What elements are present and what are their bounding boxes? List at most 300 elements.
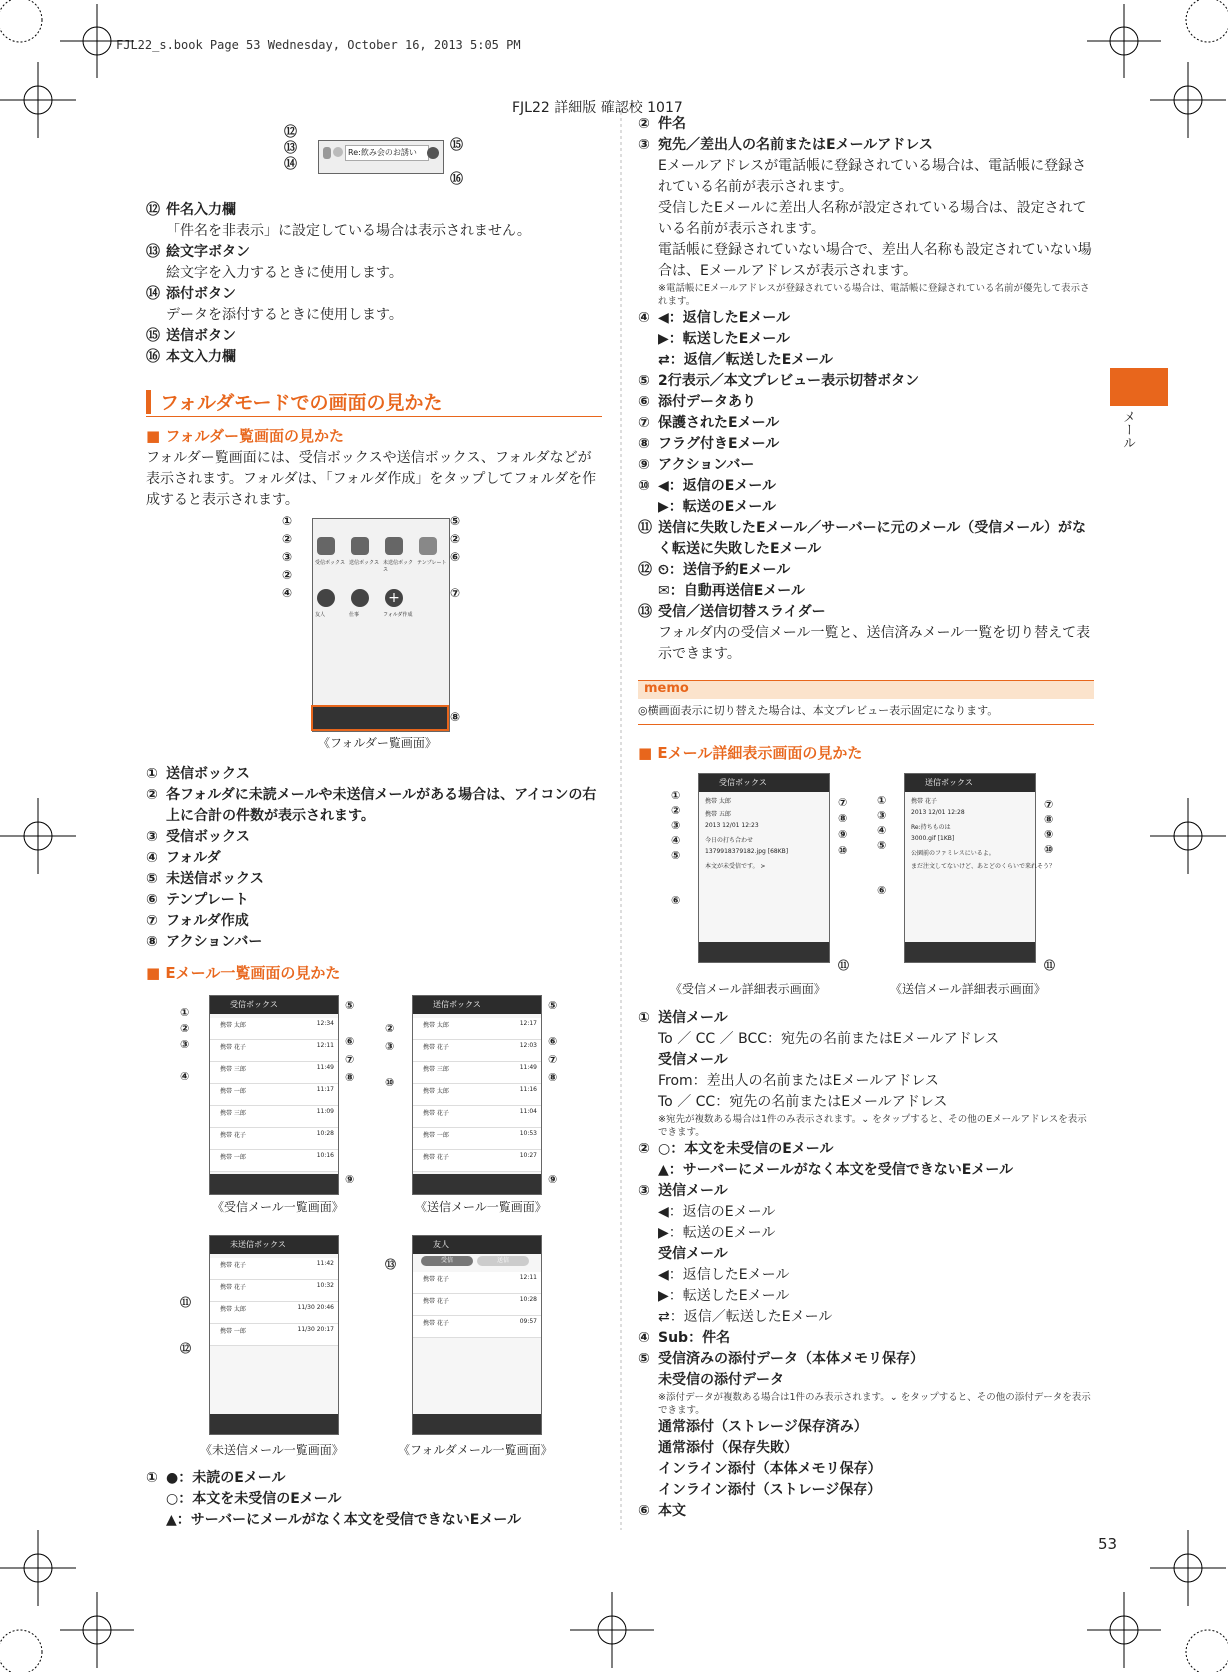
legend-desc: ▶：転送のEメール — [658, 1225, 776, 1241]
screen-title-bar — [210, 1236, 338, 1254]
legend-title-text: Sub：件名 — [658, 1330, 731, 1346]
mail-row[interactable] — [413, 1316, 541, 1338]
mail-row[interactable] — [210, 1324, 338, 1346]
mail-sender: 携帯 一郎 — [220, 1328, 246, 1335]
screen-title-bar — [210, 996, 338, 1014]
mail-time: 12:11 — [316, 1042, 334, 1049]
item-title: 添付ボタン — [166, 286, 236, 302]
legend-title — [638, 1008, 1094, 1029]
detail-line: 携帯 五郎 — [705, 811, 731, 818]
mail-row[interactable] — [210, 1084, 338, 1106]
detail-line: Re:持ちものは — [911, 824, 951, 831]
friend-screenshot — [412, 1235, 542, 1435]
folder-screenshot — [312, 518, 450, 732]
legend-line — [638, 497, 1094, 518]
legend-line — [146, 1489, 602, 1510]
folder-caption: 《フォルダー覧画面》 — [318, 736, 437, 750]
mail-row[interactable] — [210, 1062, 338, 1084]
folder-label: テンプレート — [417, 560, 447, 566]
legend-line — [638, 350, 1094, 371]
item-number: ⑯ — [146, 349, 160, 365]
item-number: ⑫ — [638, 562, 652, 578]
item-text: 各フォルダに未読メールや未送信メールがある場合は、アイコンの右上に合計の件数が表示されます。 — [166, 787, 597, 824]
legend-title-text: 宛先／差出人の名前またはEメールアドレス — [658, 137, 933, 153]
legend-title-text: 本文 — [658, 1503, 686, 1519]
legend-title-text: 送信に失敗したEメール／サーバーに元のメール（受信メール）がなく転送に失敗したEメール — [658, 520, 1087, 557]
legend-desc: ◀：返信のEメール — [658, 1204, 776, 1220]
legend-note: ※添付データが複数ある場合は1件のみ表示されます。⌄ をタップすると、その他の添付データを表示できます。 — [658, 1392, 1091, 1416]
legend-text: ◀：返信のEメール — [658, 478, 777, 494]
attach-icon — [323, 147, 331, 159]
legend-title — [638, 455, 1094, 476]
item-number: ③ — [638, 137, 650, 153]
folder-callouts-right: ⑤ ② ⑥ ⑦ — [450, 514, 461, 600]
item-number: ⑤ — [146, 871, 158, 887]
folder-label: 受信ボックス — [315, 560, 345, 566]
mail-row[interactable] — [210, 1150, 338, 1172]
legend-title-text: フラグ付きEメール — [658, 436, 780, 452]
sent-detail-callouts-right: ⑦ ⑧ ⑨ ⑩ — [1044, 798, 1054, 856]
legend-desc: To ／ CC ／ BCC：宛先の名前またはEメールアドレス — [658, 1031, 1000, 1047]
mail-sender: 携帯 花子 — [423, 1298, 449, 1305]
caption-sent-detail: 《送信メール詳細表示画面》 — [890, 982, 1046, 996]
compose-item-title — [146, 200, 598, 221]
mail-row[interactable] — [413, 1018, 541, 1040]
recv-detail-callout-11: ⑪ — [838, 959, 849, 972]
item-number: ⑪ — [638, 520, 652, 536]
legend-note: ※宛先が複数ある場合は1件のみ表示されます。⌄ をタップすると、その他のEメールアドレスを表示できます。 — [658, 1114, 1087, 1138]
mail-row[interactable] — [210, 1040, 338, 1062]
mail-time: 11:49 — [519, 1064, 537, 1071]
doc-label: FJL22 詳細版 確認校 1017 — [512, 100, 683, 116]
mail-time: 12:34 — [316, 1020, 334, 1027]
screen-title: 送信ボックス — [433, 1000, 481, 1009]
mail-row[interactable] — [210, 1280, 338, 1302]
inbox-screenshot — [209, 995, 339, 1195]
legend-line: 通常添付（保存失敗） — [658, 1440, 798, 1456]
item-number: ⑭ — [146, 286, 160, 302]
legend-text: ▶：転送したEメール — [658, 331, 791, 347]
detail-line: 携帯 太郎 — [705, 798, 731, 805]
folder-desc: フォルダー覧画面には、受信ボックスや送信ボックス、フォルダなどが表示されます。フォルダは、「フォルダ作成」をタップしてフォルダを作成すると表示されます。 — [146, 450, 597, 508]
item-number: ③ — [638, 1183, 650, 1199]
mail-sender: 携帯 太郎 — [220, 1306, 246, 1313]
legend-line: 通常添付（ストレージ保存済み） — [658, 1419, 868, 1435]
folder-item — [146, 785, 602, 827]
legend-title — [638, 602, 1094, 623]
action-bar-highlight — [311, 705, 449, 731]
side-tab — [1110, 368, 1168, 406]
item-number: ⑧ — [146, 934, 158, 950]
item-number: ② — [146, 787, 158, 803]
item-title: 送信ボタン — [166, 328, 236, 344]
action-bar — [413, 1174, 541, 1194]
legend-text: ○：本文を未受信のEメール — [166, 1491, 342, 1507]
legend-line — [638, 329, 1094, 350]
mail-row[interactable] — [413, 1294, 541, 1316]
mail-sender: 携帯 花子 — [423, 1154, 449, 1161]
legend-line — [638, 1139, 1094, 1160]
folder-label: 送信ボックス — [349, 560, 379, 566]
mail-row[interactable] — [413, 1062, 541, 1084]
legend-text: ▲：サーバーにメールがなく本文を受信できないEメール — [658, 1162, 1014, 1178]
legend-title — [638, 1244, 1094, 1265]
mail-row[interactable] — [210, 1018, 338, 1040]
detail-legend — [638, 1008, 1094, 1522]
item-number: ⑧ — [638, 436, 650, 452]
mail-sender: 携帯 花子 — [423, 1044, 449, 1051]
item-number: ① — [146, 1470, 158, 1486]
action-bar — [413, 1414, 541, 1434]
legend-title-text: 送信メール — [658, 1183, 728, 1199]
mail-sender: 携帯 一郎 — [423, 1132, 449, 1139]
legend-title — [638, 1050, 1094, 1071]
legend-text: ◀：返信したEメール — [658, 310, 791, 326]
legend-title-text: 受信メール — [658, 1246, 728, 1262]
legend-title — [638, 434, 1094, 455]
mail-time: 11/30 20:46 — [297, 1304, 334, 1311]
mail-row[interactable] — [413, 1106, 541, 1128]
legend-line — [638, 560, 1094, 581]
file-info: FJL22_s.book Page 53 Wednesday, October 16, 2013 5:05 PM — [116, 38, 521, 52]
item-number: ⑤ — [638, 373, 650, 389]
inbox-folder-icon — [317, 537, 335, 555]
screen-title: 未送信ボックス — [230, 1240, 286, 1249]
callout-16: ⑯ — [450, 172, 464, 187]
legend-desc: From：差出人の名前またはEメールアドレス — [658, 1073, 939, 1089]
memo-text: ◎横画面表示に切り替えた場合は、本文プレビュー表示固定になります。 — [638, 704, 999, 717]
create-folder-icon: + — [385, 589, 403, 607]
legend-desc: ⇄：返信／転送したEメール — [658, 1309, 833, 1325]
mail-time: 10:28 — [316, 1130, 334, 1137]
item-text: 送信ボックス — [166, 766, 250, 782]
mail-time: 11:17 — [316, 1086, 334, 1093]
mail-time: 11:49 — [316, 1064, 334, 1071]
legend-text: 受信済みの添付データ（本体メモリ保存） — [658, 1351, 924, 1367]
folder-tab[interactable]: 送信 — [477, 1256, 529, 1266]
mail-time: 10:28 — [519, 1296, 537, 1303]
legend-desc: ◀：返信したEメール — [658, 1267, 790, 1283]
sent-detail-callout-11: ⑪ — [1044, 959, 1055, 972]
item-text: フォルダ作成 — [166, 913, 249, 929]
memo-bar — [638, 680, 1094, 699]
mail-sender: 携帯 三郎 — [423, 1066, 449, 1073]
item-number: ① — [638, 1010, 650, 1026]
compose-callouts: ⑫ ⑬ ⑭ — [284, 125, 298, 172]
legend-line — [638, 1370, 1094, 1391]
detail-line: 1379918379182.jpg [68KB] — [705, 848, 789, 855]
legend-text: ⇄：返信／転送したEメール — [658, 352, 834, 368]
unread-legend — [146, 1468, 602, 1531]
template-folder-icon — [419, 537, 437, 555]
emoji-icon — [333, 147, 343, 157]
mail-sender: 携帯 花子 — [423, 1320, 449, 1327]
legend-line — [146, 1510, 602, 1531]
section-title: フォルダモードでの画面の見かた — [160, 392, 443, 414]
legend-line — [638, 308, 1094, 329]
folder-label: 友人 — [315, 612, 326, 618]
compose-item-desc: データを添付するときに使用します。 — [166, 307, 403, 323]
detail-line: 今日の打ち合わせ — [705, 837, 754, 844]
legend-desc: 受信したEメールに差出人名称が設定されている場合は、設定されている名前が表示されます。 — [658, 200, 1087, 237]
side-tab-label: メール — [1120, 410, 1135, 449]
item-number: ① — [146, 766, 158, 782]
folder-item — [146, 869, 602, 890]
legend-title-text: 受信／送信切替スライダー — [658, 604, 826, 620]
legend-text: ⏲：送信予約Eメール — [658, 562, 791, 578]
mail-sender: 携帯 太郎 — [423, 1022, 449, 1029]
folder-label: 仕事 — [349, 612, 360, 618]
detail-line: 2013 12/01 12:28 — [911, 809, 965, 816]
mail-sender: 携帯 一郎 — [220, 1154, 246, 1161]
caption-unsent: 《未送信メール一覧画面》 — [200, 1443, 344, 1457]
work-folder-icon — [351, 589, 369, 607]
legend-title — [638, 114, 1094, 135]
callout-8: ⑧ — [450, 710, 461, 724]
folder-callouts-left: ① ② ③ ② ④ — [282, 514, 293, 600]
mail-sender: 携帯 花子 — [423, 1276, 449, 1283]
screen-title-bar — [905, 774, 1035, 792]
mail-sender: 携帯 一郎 — [220, 1088, 246, 1095]
legend-title — [638, 371, 1094, 392]
section-bar — [146, 390, 151, 414]
mail-row[interactable] — [413, 1128, 541, 1150]
folder-label: フォルダ作成 — [383, 612, 413, 618]
folder-item — [146, 911, 602, 932]
detail-line: 2013 12/01 12:23 — [705, 822, 759, 829]
screen-title: 送信ボックス — [925, 778, 973, 787]
mail-time: 10:27 — [519, 1152, 537, 1159]
sent-callouts-right: ⑤ ⑥ ⑦ ⑧ — [548, 999, 558, 1084]
action-bar — [699, 942, 829, 962]
mail-time: 10:32 — [316, 1282, 334, 1289]
detail-line: まだ注文してないけど、あとどのくらいで来れそう？ — [911, 863, 1056, 870]
legend-line: インライン添付（ストレージ保存） — [658, 1482, 882, 1498]
sent-callouts: ② ③ ⑩ — [385, 1022, 395, 1089]
item-number: ④ — [638, 310, 650, 326]
mail-row[interactable] — [413, 1150, 541, 1172]
item-number: ⑦ — [638, 415, 650, 431]
item-number: ⑬ — [638, 604, 652, 620]
legend-title — [638, 518, 1094, 560]
recv-detail-callouts-right: ⑦ ⑧ ⑨ ⑩ — [838, 796, 848, 857]
mail-time: 09:57 — [519, 1318, 537, 1325]
legend-desc: フォルダ内の受信メール一覧と、送信済みメール一覧を切り替えて表示できます。 — [658, 625, 1091, 662]
item-number: ⑬ — [146, 244, 160, 260]
legend-text: 未受信の添付データ — [658, 1372, 784, 1388]
mail-time: 10:16 — [316, 1152, 334, 1159]
mail-time: 11:16 — [519, 1086, 537, 1093]
mail-sender: 携帯 三郎 — [220, 1110, 246, 1117]
inbox-callouts: ① ② ③ ④ — [180, 1006, 190, 1083]
mail-row[interactable] — [413, 1040, 541, 1062]
legend-title — [638, 135, 1094, 156]
item-number: ⑥ — [638, 1503, 650, 1519]
legend-title — [638, 1181, 1094, 1202]
legend-title-text: 2行表示／本文プレビュー表示切替ボタン — [658, 373, 920, 389]
folder-items — [146, 764, 602, 953]
mail-sender: 携帯 花子 — [220, 1132, 246, 1139]
subject-field: Re:飲み会のお誘い — [345, 145, 429, 161]
item-number: ⑮ — [146, 328, 160, 344]
mail-time: 11:04 — [519, 1108, 537, 1115]
memo-divider — [638, 724, 1094, 725]
compose-screenshot — [318, 140, 444, 174]
compose-item-title — [146, 284, 598, 305]
legend-text: ▲：サーバーにメールがなく本文を受信できないEメール — [166, 1512, 522, 1528]
detail-line: 本文が未受信です。 > — [705, 863, 766, 870]
legend-desc: ▶：転送したEメール — [658, 1288, 790, 1304]
mail-sender: 携帯 花子 — [220, 1284, 246, 1291]
legend-line — [638, 1160, 1094, 1181]
legend-desc: To ／ CC：宛先の名前またはEメールアドレス — [658, 1094, 948, 1110]
mail-time: 12:11 — [519, 1274, 537, 1281]
mail-row[interactable] — [210, 1302, 338, 1324]
mail-sender: 携帯 花子 — [220, 1262, 246, 1269]
detail-subtitle: ■ Eメール詳細表示画面の見かた — [638, 744, 863, 762]
inbox-callouts-right: ⑤ ⑥ ⑦ ⑧ — [345, 999, 355, 1084]
item-number: ⑥ — [146, 892, 158, 908]
mail-sender: 携帯 三郎 — [220, 1066, 246, 1073]
recv-detail-screenshot — [698, 773, 830, 963]
item-number: ③ — [146, 829, 158, 845]
mail-sender: 携帯 太郎 — [220, 1022, 246, 1029]
item-text: 未送信ボックス — [166, 871, 264, 887]
legend-title-text: 受信メール — [658, 1052, 728, 1068]
mail-row[interactable] — [210, 1258, 338, 1280]
item-title: 絵文字ボタン — [166, 244, 250, 260]
memo-label: memo — [644, 681, 689, 696]
item-number: ⑦ — [146, 913, 158, 929]
legend-desc: 電話帳に登録されていない場合で、差出人名称も設定されていない場合は、Eメールアドレスが表示されます。 — [658, 242, 1092, 279]
legend-text: ✉：自動再送信Eメール — [658, 583, 806, 599]
compose-item-desc: 「件名を非表示」に設定している場合は表示されません。 — [166, 223, 531, 239]
item-number: ② — [638, 1141, 650, 1157]
legend-title-text: アクションバー — [658, 457, 755, 473]
legend-text: ▶：転送のEメール — [658, 499, 777, 515]
item-text: 受信ボックス — [166, 829, 250, 845]
folder-tab[interactable]: 受信 — [421, 1256, 473, 1266]
mail-time: 11/30 20:17 — [297, 1326, 334, 1333]
item-number: ⑨ — [638, 457, 650, 473]
screen-title: 受信ボックス — [230, 1000, 278, 1009]
unsent-folder-icon — [385, 537, 403, 555]
mail-time: 10:53 — [519, 1130, 537, 1137]
sent-folder-icon — [351, 537, 369, 555]
sent-detail-callouts: ① ③ ④ ⑤ ⑥ — [877, 794, 887, 897]
legend-title-text: 件名 — [658, 116, 686, 132]
legend-title — [638, 413, 1094, 434]
item-text: フォルダ — [166, 850, 221, 866]
action-bar — [210, 1174, 338, 1194]
folder-item — [146, 848, 602, 869]
legend-note: ※電話帳にEメールアドレスが登録されている場合は、電話帳に登録されている名前が優先して表示されます。 — [658, 283, 1090, 307]
mail-sender: 携帯 太郎 — [423, 1088, 449, 1095]
legend-line — [638, 476, 1094, 497]
legend-line — [638, 581, 1094, 602]
compose-items — [146, 200, 598, 368]
send-icon — [427, 147, 439, 159]
compose-item-title — [146, 242, 598, 263]
mail-time: 11:09 — [316, 1108, 334, 1115]
sent-screenshot — [412, 995, 542, 1195]
mail-time: 12:03 — [519, 1042, 537, 1049]
folder-label: 未送信ボックス — [383, 560, 414, 573]
caption-sent: 《送信メール一覧画面》 — [415, 1200, 547, 1214]
folder-subtitle: ■ フォルダー覧画面の見かた — [146, 427, 345, 445]
caption-inbox: 《受信メール一覧画面》 — [212, 1200, 344, 1214]
compose-item-title — [146, 347, 598, 368]
list-legend — [638, 114, 1094, 665]
legend-title — [638, 392, 1094, 413]
recv-detail-callouts: ① ② ③ ④ ⑤ ⑥ — [671, 789, 681, 907]
item-number: ⑤ — [638, 1351, 650, 1367]
item-title: 件名入力欄 — [166, 202, 236, 218]
legend-line — [146, 1468, 602, 1489]
mail-time: 11:42 — [316, 1260, 334, 1267]
mail-row[interactable] — [210, 1106, 338, 1128]
folder-item — [146, 890, 602, 911]
compose-item-title — [146, 326, 598, 347]
mail-time: 12:17 — [519, 1020, 537, 1027]
legend-text: ○：本文を未受信のEメール — [658, 1141, 834, 1157]
screen-title-bar — [413, 996, 541, 1014]
unsent-screenshot — [209, 1235, 339, 1435]
mail-sender: 携帯 花子 — [423, 1110, 449, 1117]
legend-line — [638, 1349, 1094, 1370]
mail-row[interactable] — [210, 1128, 338, 1150]
item-number: ⑩ — [638, 478, 650, 494]
item-text: テンプレート — [166, 892, 249, 908]
friend-callout-13: ⑬ — [385, 1258, 396, 1271]
list-subtitle: ■ Eメール一覧画面の見かた — [146, 964, 341, 982]
legend-title-text: 添付データあり — [658, 394, 756, 410]
item-number: ⑥ — [638, 394, 650, 410]
item-title: 本文入力欄 — [166, 349, 236, 365]
legend-title — [638, 1501, 1094, 1522]
unsent-callouts: ⑪ ⑫ — [180, 1296, 191, 1355]
inbox-callout-9: ⑨ — [345, 1173, 355, 1186]
legend-title — [638, 1328, 1094, 1349]
item-number: ⑫ — [146, 202, 160, 218]
folder-item — [146, 932, 602, 953]
page-number: 53 — [1098, 1535, 1118, 1553]
sent-callout-9: ⑨ — [548, 1173, 558, 1186]
callout-15: ⑮ — [450, 138, 464, 153]
item-text: アクションバー — [166, 934, 263, 950]
mail-row[interactable] — [413, 1272, 541, 1294]
action-bar — [210, 1414, 338, 1434]
folder-item — [146, 827, 602, 848]
legend-title-text: 保護されたEメール — [658, 415, 780, 431]
folder-item — [146, 764, 602, 785]
detail-line: 携帯 花子 — [911, 798, 937, 805]
mail-sender: 携帯 花子 — [220, 1044, 246, 1051]
screen-title: 受信ボックス — [719, 778, 767, 787]
action-bar — [905, 942, 1035, 962]
mail-row[interactable] — [413, 1084, 541, 1106]
item-number: ④ — [146, 850, 158, 866]
legend-text: ●：未読のEメール — [166, 1470, 286, 1486]
item-number: ② — [638, 116, 650, 132]
compose-item-desc: 絵文字を入力するときに使用します。 — [166, 265, 403, 281]
section-header — [146, 388, 602, 417]
detail-line: 3000.gif [1KB] — [911, 835, 955, 842]
legend-title-text: 送信メール — [658, 1010, 728, 1026]
screen-title-bar — [413, 1236, 541, 1254]
friend-folder-icon — [317, 589, 335, 607]
caption-recv-detail: 《受信メール詳細表示画面》 — [670, 982, 826, 996]
